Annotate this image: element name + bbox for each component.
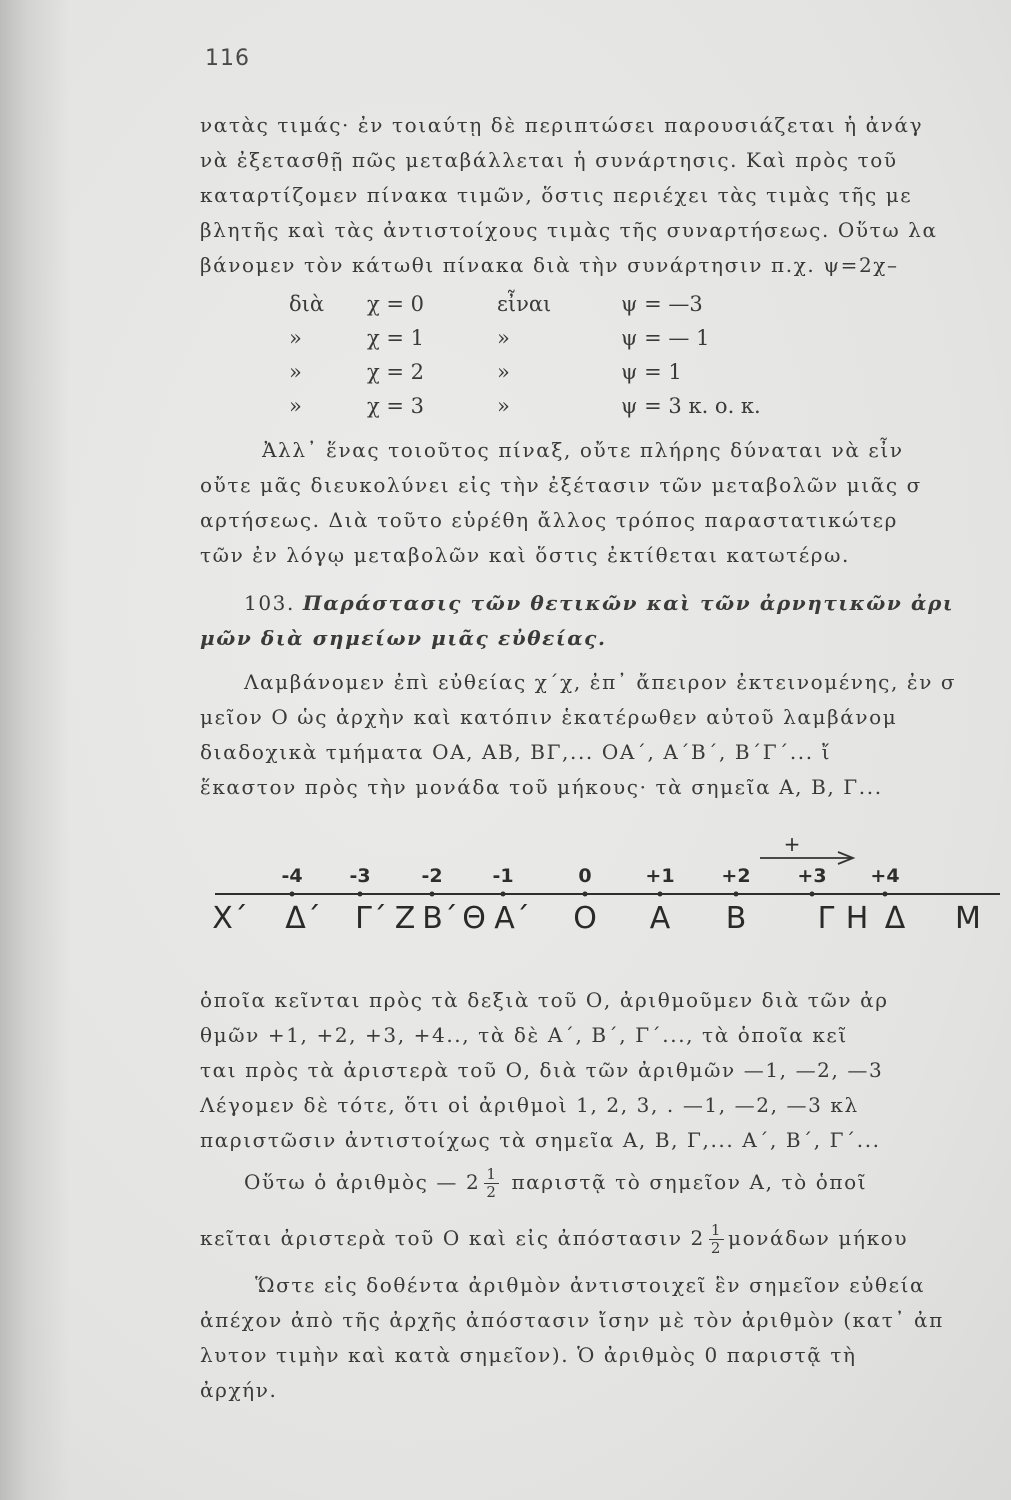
tick-label: -1 bbox=[492, 865, 514, 887]
paragraph-1-line: βάνομεν τὸν κάτωθι πίνακα διὰ τὴν συνάρτησιν π.χ. ψ=2χ– bbox=[200, 253, 899, 277]
paragraph-5-text: παριστᾷ τὸ σημεῖον Α, τὸ ὁποῖ bbox=[511, 1170, 868, 1194]
paragraph-6-line: Ὥστε εἰς δοθέντα ἀριθμὸν ἀντιστοιχεῖ ἓν σημεῖον εὐθεία bbox=[255, 1273, 926, 1297]
paragraph-5-line bbox=[200, 1222, 908, 1257]
tick-label: -3 bbox=[349, 865, 371, 887]
table-y-value: ψ = — 1 bbox=[621, 326, 710, 350]
paragraph-6-line: ἀρχήν. bbox=[200, 1378, 278, 1402]
tick-dot bbox=[290, 892, 295, 897]
tick-label: -2 bbox=[421, 865, 443, 887]
paragraph-6-line: ἀπέχον ἀπὸ τῆς ἀρχῆς ἀπόστασιν ἴσην μὲ τὸν ἀριθμὸν (κατ᾽ ἀπ bbox=[200, 1308, 944, 1332]
paragraph-1-line: νὰ ἐξετασθῇ πῶς μεταβάλλεται ἡ συνάρτησις. Καὶ πρὸς τοῦ bbox=[200, 148, 898, 172]
table-y-value: ψ = 3 κ. ο. κ. bbox=[621, 394, 761, 418]
paragraph-1-line: νατὰς τιμάς· ἐν τοιαύτῃ δὲ περιπτώσει παρουσιάζεται ἡ ἀνάγ bbox=[200, 113, 924, 137]
point-label: Μ bbox=[955, 901, 981, 936]
fraction-denominator: 2 bbox=[486, 1183, 498, 1201]
tick-dot bbox=[583, 892, 588, 897]
tick-label: +3 bbox=[797, 865, 827, 887]
page-number: 116 bbox=[205, 46, 250, 71]
table-verb: » bbox=[497, 326, 510, 350]
paragraph-4-line: ὁποῖα κεῖνται πρὸς τὰ δεξιὰ τοῦ Ο, ἀριθμοῦμεν διὰ τῶν ἀρ bbox=[200, 988, 889, 1012]
point-label: Α΄ bbox=[494, 901, 530, 936]
point-label: Ζ bbox=[394, 901, 416, 936]
paragraph-3-line: διαδοχικὰ τμήματα ΟΑ, ΑΒ, ΒΓ,... ΟΑ΄, Α΄Β΄, Β΄Γ΄... ἴ bbox=[200, 740, 832, 764]
table-prefix: διὰ bbox=[289, 292, 325, 316]
paragraph-2-line: αρτήσεως. Διὰ τοῦτο εὑρέθη ἄλλος τρόπος παραστατικώτερ bbox=[200, 508, 898, 532]
tick-dot bbox=[734, 892, 739, 897]
paragraph-1-line: καταρτίζομεν πίνακα τιμῶν, ὅστις περιέχει τὰς τιμὰς τῆς με bbox=[200, 183, 913, 207]
tick-label: 0 bbox=[578, 865, 592, 887]
table-x-value: χ = 1 bbox=[367, 326, 425, 350]
section-title: Παράστασις τῶν θετικῶν καὶ τῶν ἀρνητικῶν ἀρι bbox=[302, 591, 955, 615]
point-label: Δ bbox=[884, 901, 906, 936]
point-label: Β΄ bbox=[422, 901, 458, 936]
paragraph-1-line: βλητῆς καὶ τὰς ἀντιστοίχους τιμὰς τῆς συναρτήσεως. Οὕτω λα bbox=[200, 218, 938, 242]
table-verb: » bbox=[497, 360, 510, 384]
section-title-continued: μῶν διὰ σημείων μιᾶς εὐθείας. bbox=[200, 626, 607, 650]
paragraph-2-line: οὔτε μᾶς διευκολύνει εἰς τὴν ἐξέτασιν τῶν μεταβολῶν μιᾶς σ bbox=[200, 473, 922, 497]
paragraph-6-line: λυτον τιμὴν καὶ κατὰ σημεῖον). Ὁ ἀριθμὸς 0 παριστᾷ τὴ bbox=[200, 1343, 857, 1367]
table-verb: εἶναι bbox=[497, 292, 552, 316]
point-labels bbox=[212, 901, 981, 936]
fraction bbox=[484, 1166, 499, 1201]
paragraph-5-text: κεῖται ἀριστερὰ τοῦ Ο καὶ εἰς ἀπόστασιν 2 bbox=[200, 1226, 705, 1250]
point-label: Β bbox=[725, 901, 747, 936]
tick-dot bbox=[810, 892, 815, 897]
table-verb: » bbox=[497, 394, 510, 418]
tick-labels bbox=[281, 865, 899, 887]
point-label: Γ bbox=[817, 901, 835, 936]
point-label: Ο bbox=[573, 901, 597, 936]
point-label: Η bbox=[845, 901, 869, 936]
paragraph-3-line: μεῖον Ο ὡς ἀρχὴν καὶ κατόπιν ἑκατέρωθεν αὐτοῦ λαμβάνομ bbox=[200, 705, 898, 729]
paragraph-4-line: Λέγομεν δὲ τότε, ὅτι οἱ ἀριθμοὶ 1, 2, 3, . —1, —2, —3 κλ bbox=[200, 1093, 859, 1117]
point-label: Θ bbox=[462, 901, 486, 936]
paragraph-5-line bbox=[244, 1166, 867, 1201]
table-prefix: » bbox=[289, 360, 302, 384]
tick-dot bbox=[658, 892, 663, 897]
table-y-value: ψ = 1 bbox=[621, 360, 682, 384]
tick-label: +1 bbox=[645, 865, 675, 887]
point-label: Χ΄ bbox=[212, 901, 248, 936]
paragraph-4-line: ται πρὸς τὰ ἀριστερὰ τοῦ Ο, διὰ τῶν ἀριθμῶν —1, —2, —3 bbox=[200, 1058, 884, 1082]
table-x-value: χ = 0 bbox=[367, 292, 425, 316]
section-number: 103. bbox=[244, 591, 295, 615]
fraction bbox=[709, 1222, 724, 1257]
point-label: Δ΄ bbox=[285, 901, 321, 936]
paragraph-4-line: θμῶν +1, +2, +3, +4.., τὰ δὲ Α΄, Β΄, Γ΄..., τὰ ὁποῖα κεῖ bbox=[200, 1023, 848, 1047]
point-label: Γ΄ bbox=[355, 901, 387, 936]
point-label: Α bbox=[649, 901, 671, 936]
paragraph-5-text: Οὕτω ὁ ἀριθμὸς — 2 bbox=[244, 1170, 481, 1194]
table-x-value: χ = 3 bbox=[367, 394, 425, 418]
fraction-denominator: 2 bbox=[710, 1239, 723, 1257]
tick-dot bbox=[430, 892, 435, 897]
tick-label: -4 bbox=[281, 865, 303, 887]
fraction-numerator: 1 bbox=[486, 1165, 498, 1183]
paragraph-2-line: Ἀλλ᾽ ἕνας τοιοῦτος πίναξ, οὔτε πλήρης δύναται νὰ εἶν bbox=[262, 438, 904, 462]
table-prefix: » bbox=[289, 326, 302, 350]
tick-dot bbox=[883, 892, 888, 897]
table-y-value: ψ = —3 bbox=[621, 292, 703, 316]
paragraph-5-text: μονάδων μήκου bbox=[728, 1226, 909, 1250]
positive-direction-sign: + bbox=[783, 832, 801, 856]
paragraph-2-line: τῶν ἐν λόγῳ μεταβολῶν καὶ ὅστις ἐκτίθεται κατωτέρω. bbox=[200, 543, 851, 567]
tick-dot bbox=[501, 892, 506, 897]
tick-dot bbox=[358, 892, 363, 897]
paragraph-3-line: ἕκαστον πρὸς τὴν μονάδα τοῦ μήκους· τὰ σημεῖα Α, Β, Γ... bbox=[200, 775, 883, 799]
tick-label: +4 bbox=[870, 865, 900, 887]
paragraph-3-line: Λαμβάνομεν ἐπὶ εὐθείας χ΄χ, ἐπ᾽ ἄπειρον ἐκτεινομένης, ἐν σ bbox=[244, 670, 957, 694]
tick-label: +2 bbox=[721, 865, 751, 887]
table-x-value: χ = 2 bbox=[367, 360, 425, 384]
paragraph-4-line: παριστῶσιν ἀντιστοίχως τὰ σημεῖα Α, Β, Γ,... Α΄, Β΄, Γ΄... bbox=[200, 1128, 881, 1152]
fraction-numerator: 1 bbox=[710, 1221, 723, 1239]
table-prefix: » bbox=[289, 394, 302, 418]
